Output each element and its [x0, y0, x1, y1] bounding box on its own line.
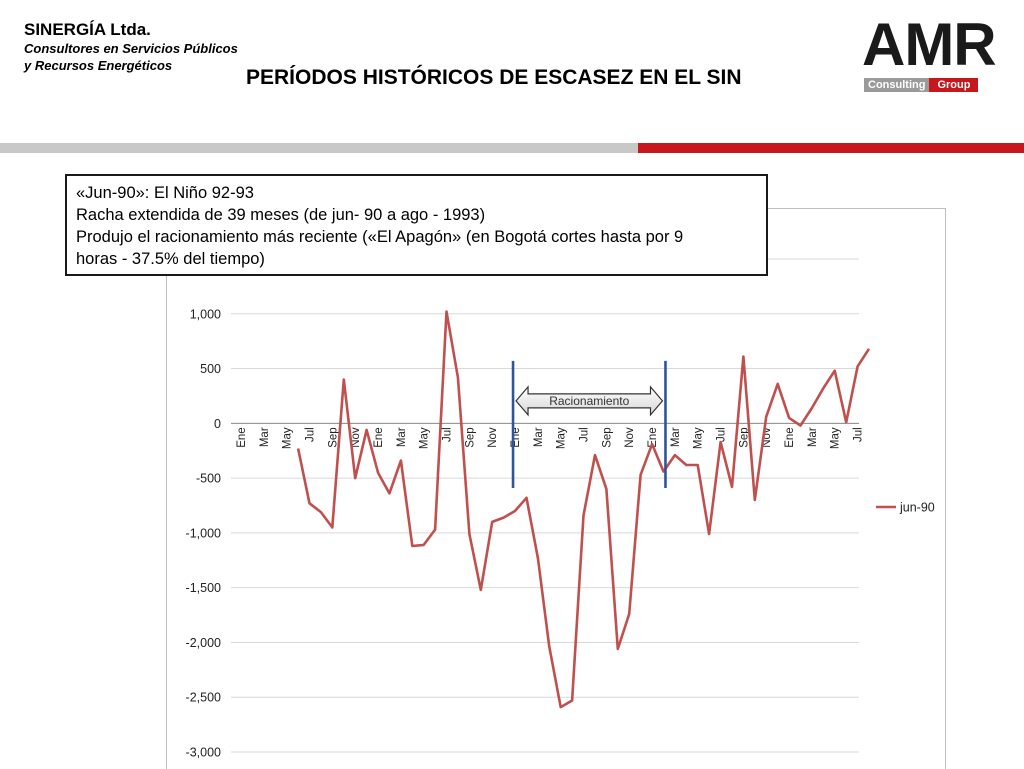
page-title: PERÍODOS HISTÓRICOS DE ESCASEZ EN EL SIN: [246, 66, 742, 89]
amr-logo: [862, 11, 1012, 96]
x-tick-label: Ene: [647, 427, 660, 448]
company-tagline-1: Consultores en Servicios Públicos: [24, 41, 238, 56]
y-tick-label: -2,500: [185, 690, 221, 705]
logo-bar: [864, 78, 978, 92]
x-tick-label: Jul: [852, 427, 865, 443]
x-tick-label: May: [555, 427, 568, 450]
x-tick-label: Ene: [373, 427, 386, 448]
info-callout: [65, 174, 768, 276]
x-tick-label: Jul: [304, 427, 317, 443]
chart-area: [166, 208, 946, 769]
logo-letters: AMR: [862, 11, 996, 78]
y-tick-label: 500: [200, 362, 221, 377]
x-tick-label: Ene: [510, 427, 523, 448]
company-block: [24, 20, 238, 74]
x-tick-label: Nov: [624, 427, 637, 448]
x-tick-label: Sep: [327, 427, 340, 448]
callout-line-1: «Jun-90»: El Niño 92-93: [76, 184, 254, 202]
x-tick-label: Sep: [464, 427, 477, 448]
y-tick-label: -1,000: [185, 526, 221, 541]
x-tick-label: Mar: [258, 427, 271, 448]
x-tick-label: Jul: [441, 427, 454, 443]
y-tick-label: -2,000: [185, 635, 221, 650]
company-tagline-2: y Recursos Energéticos: [24, 58, 173, 73]
y-tick-label: 1,000: [189, 307, 221, 322]
x-tick-label: Sep: [738, 427, 751, 448]
x-tick-label: Ene: [784, 427, 797, 448]
x-tick-label: May: [418, 427, 431, 450]
x-tick-label: Nov: [761, 427, 774, 448]
legend-label: jun-90: [900, 500, 935, 515]
y-tick-label: -3,000: [185, 745, 221, 760]
callout-line-2: Racha extendida de 39 meses (de jun- 90 a ago - 1993): [76, 206, 486, 224]
x-tick-label: Jul: [715, 427, 728, 443]
logo-group: Group: [929, 78, 978, 92]
x-tick-label: Mar: [669, 427, 682, 448]
x-tick-label: May: [829, 427, 842, 450]
x-tick-label: Mar: [532, 427, 545, 448]
x-tick-label: Sep: [601, 427, 614, 448]
x-tick-label: Mar: [395, 427, 408, 448]
x-tick-label: Nov: [350, 427, 363, 448]
callout-line-3: Produjo el racionamiento más reciente («El Apagón» (en Bogotá cortes hasta por 9: [76, 228, 684, 246]
x-tick-label: Nov: [487, 427, 500, 448]
racionamiento-label: Racionamiento: [549, 393, 630, 408]
x-tick-label: May: [281, 427, 294, 450]
y-tick-label: 0: [214, 416, 221, 431]
logo-consulting: Consulting: [864, 78, 929, 92]
x-tick-label: Jul: [578, 427, 591, 443]
callout-line-4: horas - 37.5% del tiempo): [76, 250, 265, 268]
y-tick-label: -1,500: [185, 581, 221, 596]
x-tick-label: May: [692, 427, 705, 450]
divider-gray: [0, 143, 638, 153]
company-name: SINERGÍA Ltda.: [24, 20, 151, 39]
divider-red: [638, 143, 1024, 153]
x-tick-label: Ene: [236, 427, 248, 448]
series-line-jun-90: [298, 312, 869, 707]
line-chart: [167, 209, 945, 769]
x-tick-label: Mar: [806, 427, 819, 448]
y-tick-label: -500: [195, 471, 221, 486]
